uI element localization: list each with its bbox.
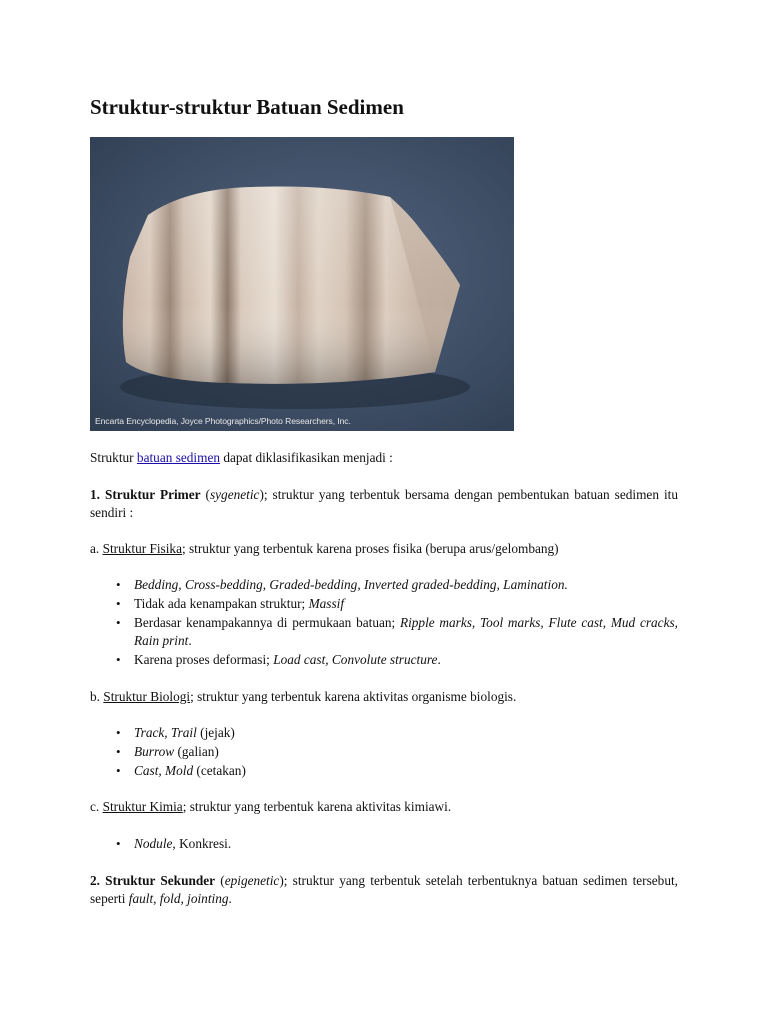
list-item xyxy=(116,651,678,669)
sekunder-paren: ( xyxy=(215,873,225,888)
sekunder-examples: fault, fold, jointing xyxy=(128,891,229,906)
intro-text-after: dapat diklasifikasikan menjadi : xyxy=(220,450,393,465)
item-italic: Nodule xyxy=(134,836,173,851)
fisika-description: ; struktur yang terbentuk karena proses fisika (berupa arus/gelombang) xyxy=(181,541,559,556)
kimia-list xyxy=(116,835,678,854)
item-text: Karena proses deformasi; xyxy=(134,652,274,667)
fisika-paragraph xyxy=(90,540,678,558)
primer-description: ); struktur yang terbentuk bersama dengan pembentukan batuan sedimen itu sendiri : xyxy=(90,487,678,520)
biologi-list xyxy=(116,724,678,781)
rock-photo xyxy=(90,137,514,431)
sekunder-latin: epigenetic xyxy=(224,873,280,888)
sekunder-paragraph xyxy=(90,872,678,908)
item-italic: Massif xyxy=(308,596,345,611)
item-text-after: (cetakan) xyxy=(193,763,246,778)
intro-paragraph xyxy=(90,449,678,467)
list-item xyxy=(116,835,678,853)
intro-text-before: Struktur xyxy=(90,450,137,465)
sekunder-heading xyxy=(90,873,215,888)
item-text: Tidak ada kenampakan struktur; xyxy=(134,596,309,611)
kimia-paragraph xyxy=(90,798,678,816)
list-item xyxy=(116,762,678,780)
list-item xyxy=(116,576,678,594)
fisika-prefix: a. xyxy=(90,541,103,556)
kimia-prefix: c. xyxy=(90,799,103,814)
biologi-prefix: b. xyxy=(90,689,104,704)
primer-paragraph xyxy=(90,486,678,522)
sekunder-term: Struktur Sekunder xyxy=(105,873,216,888)
sekunder-period: . xyxy=(228,891,232,906)
image-credit: Encarta Encyclopedia, Joyce Photographics/Photo Researchers, Inc. xyxy=(95,416,351,426)
item-italic: Burrow xyxy=(134,744,175,759)
list-item xyxy=(116,595,678,613)
biologi-paragraph xyxy=(90,688,678,706)
primer-heading xyxy=(90,487,201,502)
primer-latin: sygenetic xyxy=(209,487,260,502)
item-text-after: (jejak) xyxy=(196,725,235,740)
list-item xyxy=(116,724,678,742)
sekunder-number: 2. xyxy=(90,873,106,888)
primer-number: 1. xyxy=(90,487,105,502)
biologi-description: ; struktur yang terbentuk karena aktivitas organisme biologis. xyxy=(190,689,517,704)
fisika-term: Struktur Fisika xyxy=(102,541,182,556)
item-italic: Load cast, Convolute structure xyxy=(273,652,438,667)
rock-illustration xyxy=(90,137,514,431)
fisika-list xyxy=(116,576,678,670)
item-text-after: (galian) xyxy=(174,744,219,759)
kimia-term: Struktur Kimia xyxy=(102,799,183,814)
batuan-sedimen-link[interactable]: batuan sedimen xyxy=(136,450,221,465)
item-italic: Cast, Mold xyxy=(134,763,194,778)
item-italic: Ripple marks, Tool marks, Flute cast, Mud cracks, Rain print xyxy=(134,615,678,648)
list-item xyxy=(116,614,678,650)
item-italic: Track, Trail xyxy=(134,725,197,740)
item-text-after: . xyxy=(437,652,441,667)
primer-paren: ( xyxy=(200,487,210,502)
list-item xyxy=(116,743,678,761)
item-text-after: . xyxy=(188,633,192,648)
item-italic: Bedding, Cross-bedding, Graded-bedding, Inverted graded-bedding, Lamination. xyxy=(134,577,568,592)
item-text: Berdasar kenampakannya di permukaan batuan; xyxy=(134,615,400,630)
primer-term: Struktur Primer xyxy=(104,487,201,502)
item-text-after: , Konkresi. xyxy=(172,836,232,851)
kimia-description: ; struktur yang terbentuk karena aktivitas kimiawi. xyxy=(182,799,452,814)
page-title: Struktur-struktur Batuan Sedimen xyxy=(90,95,404,119)
biologi-term: Struktur Biologi xyxy=(103,689,191,704)
sekunder-description: ); struktur yang terbentuk setelah terbentuknya batuan sedimen tersebut, seperti xyxy=(90,873,678,906)
